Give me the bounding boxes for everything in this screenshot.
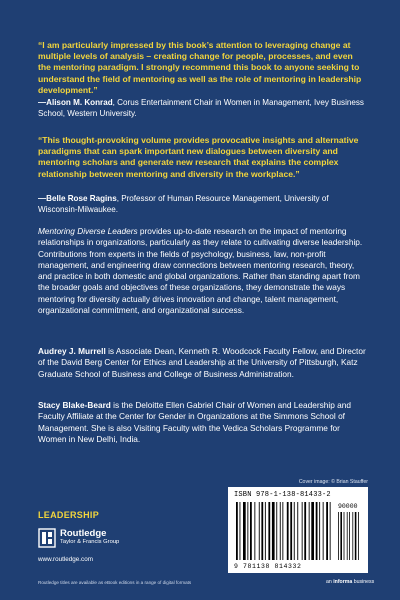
editor-name: Stacy Blake-Beard	[38, 400, 111, 410]
cover-image-credit: Cover image: © Brian Stauffer	[298, 479, 368, 485]
author-name: —Belle Rose Ragins	[38, 194, 117, 203]
informa-brand: informa	[333, 579, 353, 585]
routledge-logo-icon	[38, 528, 56, 548]
informa-business	[326, 579, 374, 585]
book-title: Mentoring Diverse Leaders	[38, 226, 138, 236]
barcode-icon	[234, 502, 362, 562]
editor-bio: is the Deloitte Ellen Gabriel Chair of Women and Leadership and Faculty Affiliate at the Center for Gender in Organizations at the Simmons School of Management. She is also Visiting Faculty with the Vedica Scholars Programme for Women in New Delhi, India.	[38, 400, 352, 444]
informa-prefix: an	[326, 579, 334, 585]
quote-ragins: “This thought-provoking volume provides provocative insights and alternative paradigms that can spark important new dialogues between diversity and mentoring scholars and generate new research that explains the complex relationship between mentoring and diversity in the workplace.”	[38, 135, 359, 179]
editor-name: Audrey J. Murrell	[38, 346, 106, 356]
publisher-logo	[38, 528, 148, 552]
attribution-konrad	[38, 97, 368, 119]
quote-konrad: “I am particularly impressed by this book’s attention to leveraging change at multiple levels of analysis – creating change for people, processes, and even the mentoring paradigm. I strongly recommend this book to anyone seeking to understand the field of mentoring as well as the role of mentoring in leadership development.”	[38, 40, 362, 95]
isbn-label: ISBN 978-1-138-81433-2	[234, 491, 331, 499]
isbn-barcode	[228, 487, 368, 573]
description-body: provides up-to-date research on the impact of mentoring relationships in organizations, particularly as they relate to cultivating diverse leadership. Contributions from experts in the fields of psychology, business, law, non-profit management, and engineering draw connections between mentoring research, theory, and practice in both domestic and global organizations. Rather than standing apart from the broader goals and objectives of these organizations, they demonstrate the ways mentoring for diversity actually drives innovation and change, talent management, organizational commitment, and organizational success.	[38, 226, 363, 316]
book-description	[38, 226, 368, 316]
barcode-number: 9 781138 814332	[234, 563, 302, 570]
author-name: —Alison M. Konrad	[38, 98, 113, 107]
editor-bio-murrell	[38, 346, 368, 380]
ebook-note: Routledge titles are available as eBook editions in a range of digital formats	[38, 580, 192, 585]
price-code: 90000	[338, 503, 358, 510]
author-affiliation: , Professor of Human Resource Management, University of Wisconsin-Milwaukee.	[38, 194, 329, 214]
attribution-ragins	[38, 193, 368, 215]
informa-suffix: business	[352, 579, 375, 585]
author-affiliation: , Corus Entertainment Chair in Women in Management, Ivey Business School, Western University.	[38, 98, 364, 118]
publisher-url: www.routledge.com	[38, 556, 93, 563]
publisher-name: Routledge	[60, 528, 107, 539]
editor-bio: is Associate Dean, Kenneth R. Woodcock Faculty Fellow, and Director of the David Berg Center for Ethics and Leadership at the University of Pittsburgh, Katz Graduate School of Business and College of Business Administration.	[38, 346, 366, 379]
publisher-group: Taylor & Francis Group	[60, 539, 120, 545]
subject-category: LEADERSHIP	[38, 510, 100, 520]
editor-bio-blake-beard	[38, 400, 368, 445]
